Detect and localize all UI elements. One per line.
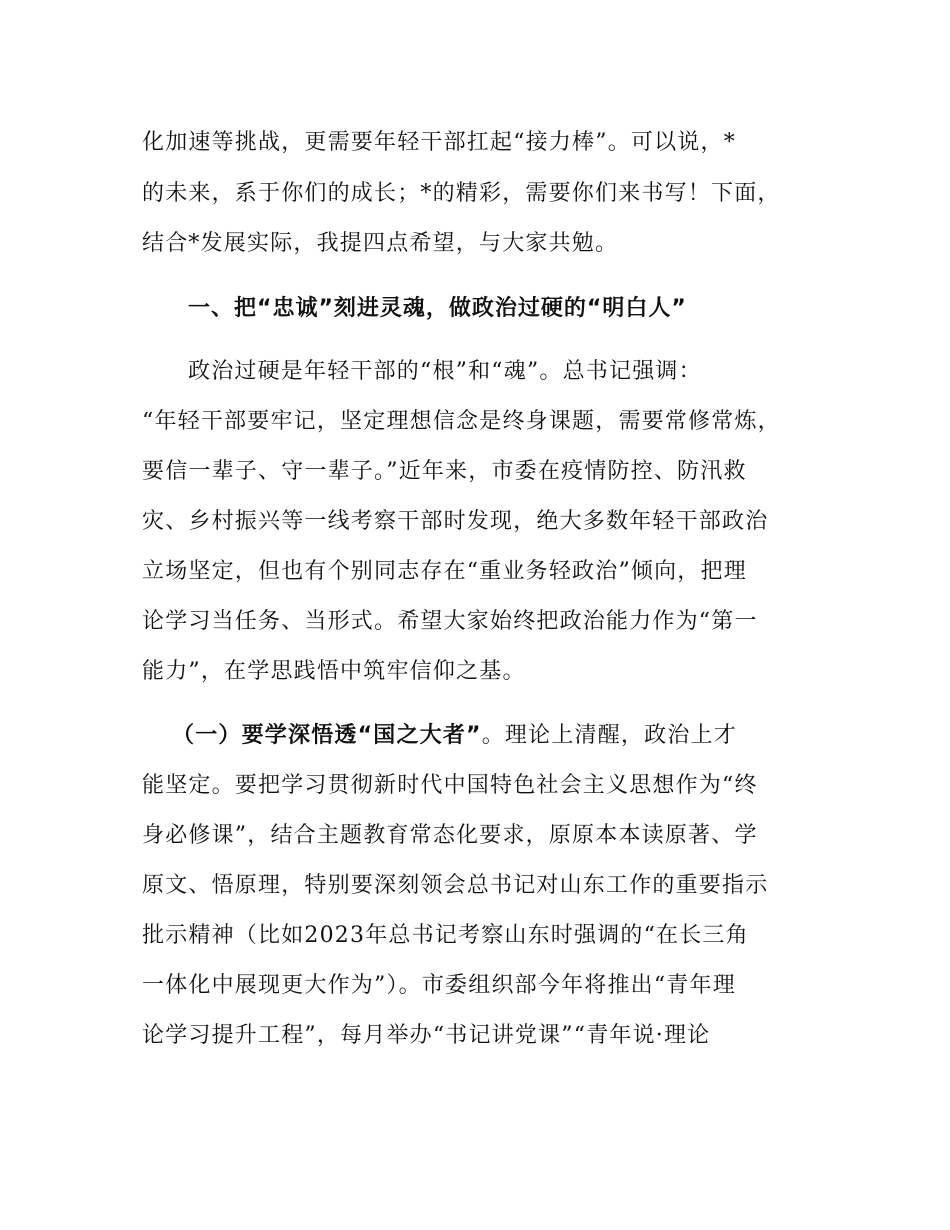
subsection-first-line <box>172 721 872 751</box>
paragraph-line: 原文、悟原理，特别要深刻领会总书记对山东工作的重要指示 <box>142 873 769 898</box>
intro-line-1: 化加速等挑战，更需要年轻干部扛起“接力棒”。可以说，* <box>142 130 736 155</box>
subsection-title: （一）要学深悟透“国之大者” <box>172 723 482 748</box>
subsection-first-line-text: 。理论上清醒，政治上才 <box>481 723 737 748</box>
paragraph-line: 立场坚定，但也有个别同志存在“重业务轻政治”倾向，把理 <box>142 559 747 584</box>
paragraph-line: 身必修课”，结合主题教育常态化要求，原原本本读原著、学 <box>142 823 758 848</box>
intro-line-3: 结合*发展实际，我提四点希望，与大家共勉。 <box>142 231 619 256</box>
paragraph-line: 能力”，在学思践悟中筑牢信仰之基。 <box>142 659 526 684</box>
paragraph-line: 要信一辈子、守一辈子。”近年来，市委在疫情防控、防汛救 <box>142 459 747 484</box>
paragraph-line: 论学习当任务、当形式。希望大家始终把政治能力作为“第一 <box>142 609 758 634</box>
intro-line-2: 的未来，系于你们的成长；*的精彩，需要你们来书写！下面， <box>142 181 781 206</box>
paragraph-line: 政治过硬是年轻干部的“根”和“魂”。总书记强调： <box>188 359 702 384</box>
section-heading: 一、把“忠诚”刻进灵魂，做政治过硬的“明白人” <box>188 296 687 321</box>
paragraph-line: “年轻干部要牢记，坚定理想信念是终身课题，需要常修常炼， <box>142 409 781 434</box>
paragraph-line: 能坚定。要把学习贯彻新时代中国特色社会主义思想作为“终 <box>142 773 758 798</box>
paragraph-line: 一体化中展现更大作为”）。市委组织部今年将推出“青年理 <box>142 973 736 998</box>
paragraph-line: 批示精神（比如2023年总书记考察山东时强调的“在长三角 <box>142 923 749 948</box>
paragraph-line: 论学习提升工程”，每月举办“书记讲党课”“青年说·理论 <box>142 1023 711 1048</box>
paragraph-line: 灾、乡村振兴等一线考察干部时发现，绝大多数年轻干部政治 <box>142 509 769 534</box>
